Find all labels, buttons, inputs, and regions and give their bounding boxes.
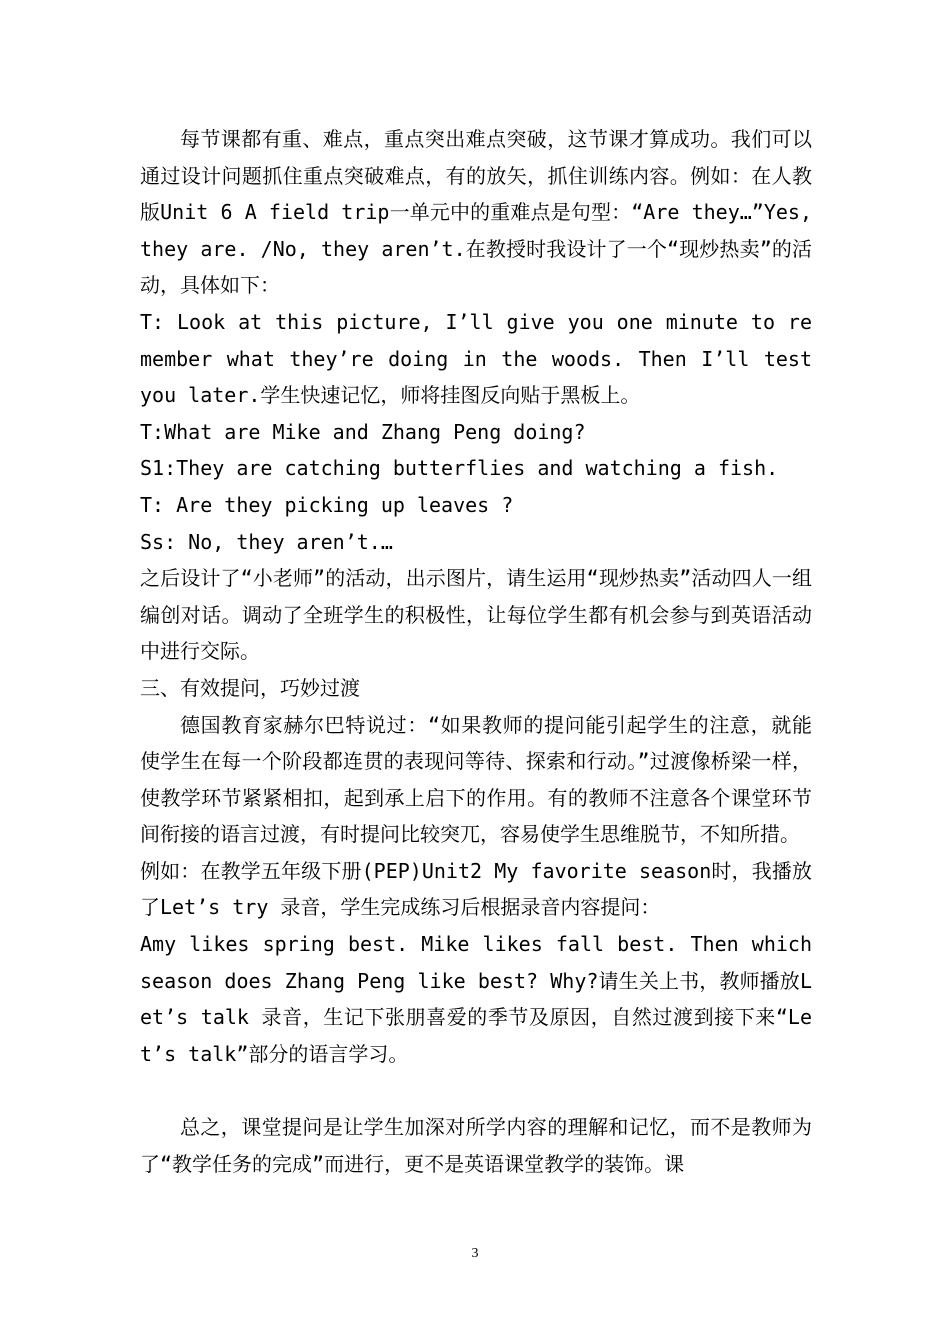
paragraph-dialogue-teacher-intro: T: Look at this picture, I’ll give you one minute to remember what they’re doing in the woods. Then I’ll test you later.学生快速记忆，师将挂图反向贴于黑板上。 [140, 309, 812, 408]
paragraph-dialogue-teacher-question: T:What are Mike and Zhang Peng doing? [140, 419, 586, 444]
paragraph-key-points: 每节课都有重、难点，重点突出难点突破，这节课才算成功。我们可以通过设计问题抓住重点突破难点，有的放矢，抓住训练内容。例如：在人教版Unit 6 A field trip一单元中的重难点是句型：“Are they…”Yes, they are. /No, they aren’t.在教授时我设计了一个“现炒热卖”的活动，具体如下： [140, 127, 812, 298]
section-heading-effective-questions: 三、有效提问，巧妙过渡 [140, 675, 360, 700]
paragraph-herbart-quote: 德国教育家赫尔巴特说过：“如果教师的提问能引起学生的注意，就能使学生在每一个阶段都连贯的表现问等待、探索和行动。”过渡像桥梁一样，使教学环节紧紧相扣，起到承上启下的作用。有的教师不注意各个课堂环节间衔接的语言过渡，有时提问比较突兀，容易使学生思维脱节，不知所措。 [140, 712, 812, 847]
paragraph-dialogue-ss: Ss: No, they aren’t.… [140, 529, 393, 554]
paragraph-example-questions: Amy likes spring best. Mike likes fall best. Then which season does Zhang Peng like best? Why?请生关上书，教师播放Let’s talk 录音，生记下张朋喜爱的季节及原因，自然过渡到接下来“Let’s talk”部分的语言学习。 [140, 932, 812, 1066]
paragraph-little-teacher: 之后设计了“小老师”的活动，出示图片，请生运用“现炒热卖”活动四人一组编创对话。调动了全班学生的积极性，让每位学生都有机会参与到英语活动中进行交际。 [140, 566, 812, 664]
page-number: 3 [471, 1246, 479, 1261]
paragraph-example: 例如：在教学五年级下册(PEP)Unit2 My favorite season时，我播放了Let’s try 录音，学生完成练习后根据录音内容提问： [140, 858, 812, 920]
paragraph-dialogue-s1: S1:They are catching butterflies and watching a fish. [140, 456, 779, 481]
document-body [140, 121, 812, 1182]
paragraph-spacer [140, 1072, 812, 1109]
paragraph-dialogue-teacher-followup: T: Are they picking up leaves ? [140, 492, 514, 517]
paragraph-conclusion: 总之，课堂提问是让学生加深对所学内容的理解和记忆，而不是教师为了“教学任务的完成”而进行，更不是英语课堂教学的装饰。课 [140, 1115, 812, 1176]
